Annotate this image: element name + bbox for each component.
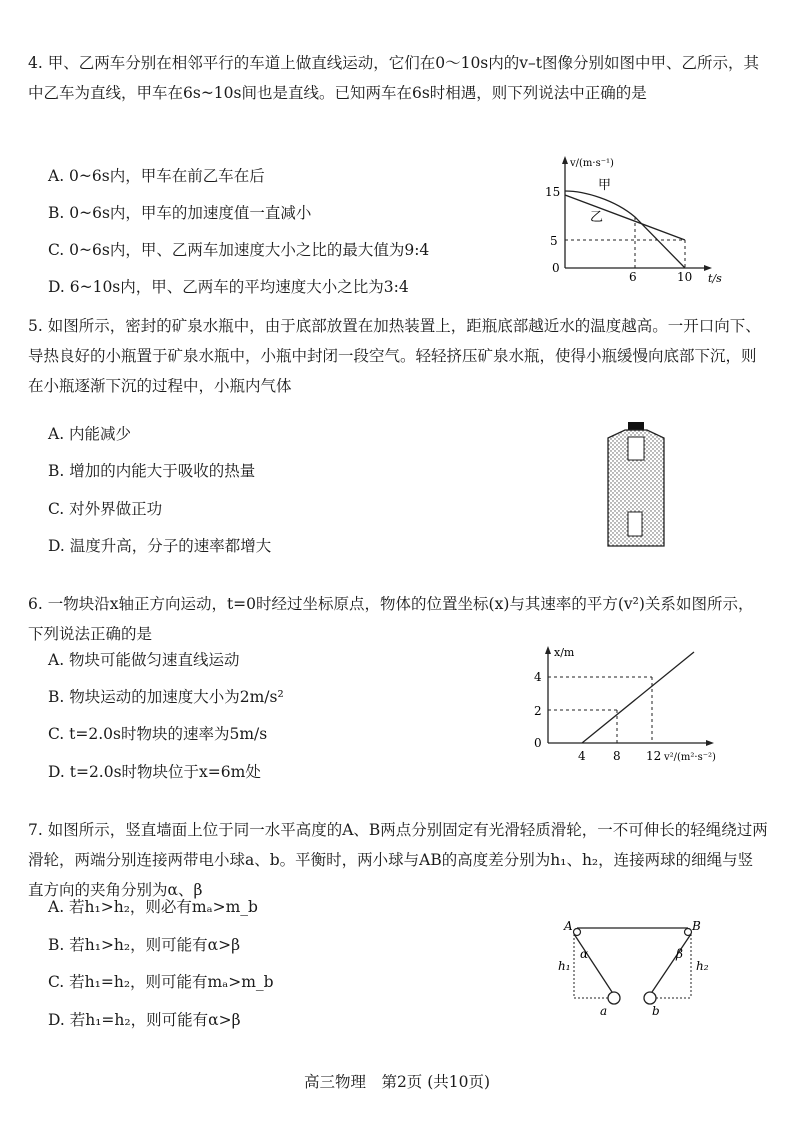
label-beta: β [676, 947, 683, 961]
question-4 [28, 48, 768, 108]
q6-option-a: A. 物块可能做匀速直线运动 [48, 651, 240, 669]
q7-option-d: D. 若h₁=h₂，则可能有α>β [48, 1011, 241, 1029]
question-5 [28, 311, 768, 401]
label-a: a [600, 1004, 608, 1018]
q5-bottle-figure [600, 420, 680, 550]
question-6-stem: 6. 一物块沿x轴正方向运动，t=0时经过坐标原点，物体的位置坐标(x)与其速率的平方(v²)关系如图所示，下列说法正确的是 [28, 595, 754, 643]
q4-option-a: A. 0~6s内，甲车在前乙车在后 [48, 167, 265, 185]
question-5-stem: 5. 如图所示，密封的矿泉水瓶中，由于底部放置在加热装置上，距瓶底部越近水的温度越高。一开口向下、导热良好的小瓶置于矿泉水瓶中，小瓶中封闭一段空气。轻轻挤压矿泉水瓶，使得小瓶缓慢向底部下沉，则在小瓶逐渐下沉的过程中，小瓶内气体 [28, 317, 761, 395]
page-footer: 高三物理 第2页 (共10页) [303, 1073, 491, 1091]
question-7-stem: 7. 如图所示，竖直墙面上位于同一水平高度的A、B两点分别固定有光滑轻质滑轮，一不可伸长的轻绳绕过两滑轮，两端分别连接两带电小球a、b。平衡时，两小球与AB的高度差分别为h₁、h₂，连接两球的细绳与竖直方向的夹角分别为α、β [28, 821, 768, 899]
q6-option-b: B. 物块运动的加速度大小为2m/s² [48, 688, 284, 706]
q6-option-d: D. t=2.0s时物块位于x=6m处 [48, 763, 261, 781]
q4-label-yi: 乙 [590, 210, 604, 225]
q6-x-v2-graph [520, 640, 760, 770]
q4-curve-jia [565, 191, 685, 268]
q4-y-tick-15: 15 [545, 185, 561, 199]
q6-origin-label: 0 [534, 736, 542, 750]
label-h1: h₁ [558, 959, 571, 973]
q5-option-a: A. 内能减少 [48, 425, 132, 443]
q6-x-tick-8: 8 [613, 749, 621, 763]
q7-pulley-figure [552, 912, 722, 1022]
q4-y-axis-label: v/(m·s⁻¹) [570, 158, 614, 169]
q4-x-tick-6: 6 [629, 270, 637, 284]
q6-x-tick-12: 12 [646, 749, 662, 763]
q6-option-c: C. t=2.0s时物块的速率为5m/s [48, 725, 268, 743]
question-4-stem: 4. 甲、乙两车分别在相邻平行的车道上做直线运动，它们在0～10s内的v–t图像分别如图中甲、乙所示，其中乙车为直线，甲车在6s~10s间也是直线。已知两车在6s时相遇，则下列说法中正确的是 [28, 54, 759, 102]
q4-x-tick-10: 10 [677, 270, 693, 284]
label-alpha: α [580, 947, 589, 961]
q4-origin-label: 0 [552, 261, 560, 275]
small-vial-bottom [628, 512, 642, 536]
q6-x-axis-label: v²/(m²·s⁻²) [664, 752, 716, 763]
question-7 [28, 815, 768, 905]
q5-option-d: D. 温度升高，分子的速率都增大 [48, 537, 272, 555]
ball-a [608, 992, 620, 1004]
q6-y-axis-label: x/m [554, 646, 575, 659]
q5-option-b: B. 增加的内能大于吸收的热量 [48, 462, 256, 480]
q6-line [582, 652, 694, 743]
label-b: b [652, 1004, 660, 1018]
label-h2: h₂ [696, 959, 709, 973]
q4-option-c: C. 0~6s内，甲、乙两车加速度大小之比的最大值为9:4 [48, 241, 430, 259]
ball-b [644, 992, 656, 1004]
q4-option-b: B. 0~6s内，甲车的加速度值一直减小 [48, 204, 312, 222]
q4-x-axis-label: t/s [708, 272, 722, 285]
small-vial-top [628, 437, 644, 460]
q4-line-yi [565, 195, 685, 240]
q6-y-tick-4: 4 [534, 670, 542, 684]
q4-option-d: D. 6~10s内，甲、乙两车的平均速度大小之比为3:4 [48, 278, 409, 296]
q6-x-tick-4: 4 [578, 749, 586, 763]
q7-option-c: C. 若h₁=h₂，则可能有mₐ>m_b [48, 973, 274, 991]
q4-vt-graph [540, 150, 730, 285]
q7-option-b: B. 若h₁>h₂，则可能有α>β [48, 936, 241, 954]
cap-shape [628, 422, 644, 430]
q4-y-tick-5: 5 [550, 234, 558, 248]
q5-option-c: C. 对外界做正功 [48, 500, 163, 518]
label-B: B [692, 919, 701, 933]
label-A: A [564, 919, 573, 933]
q4-label-jia: 甲 [598, 178, 612, 193]
q7-option-a: A. 若h₁>h₂，则必有mₐ>m_b [48, 898, 258, 916]
q6-y-tick-2: 2 [534, 704, 542, 718]
